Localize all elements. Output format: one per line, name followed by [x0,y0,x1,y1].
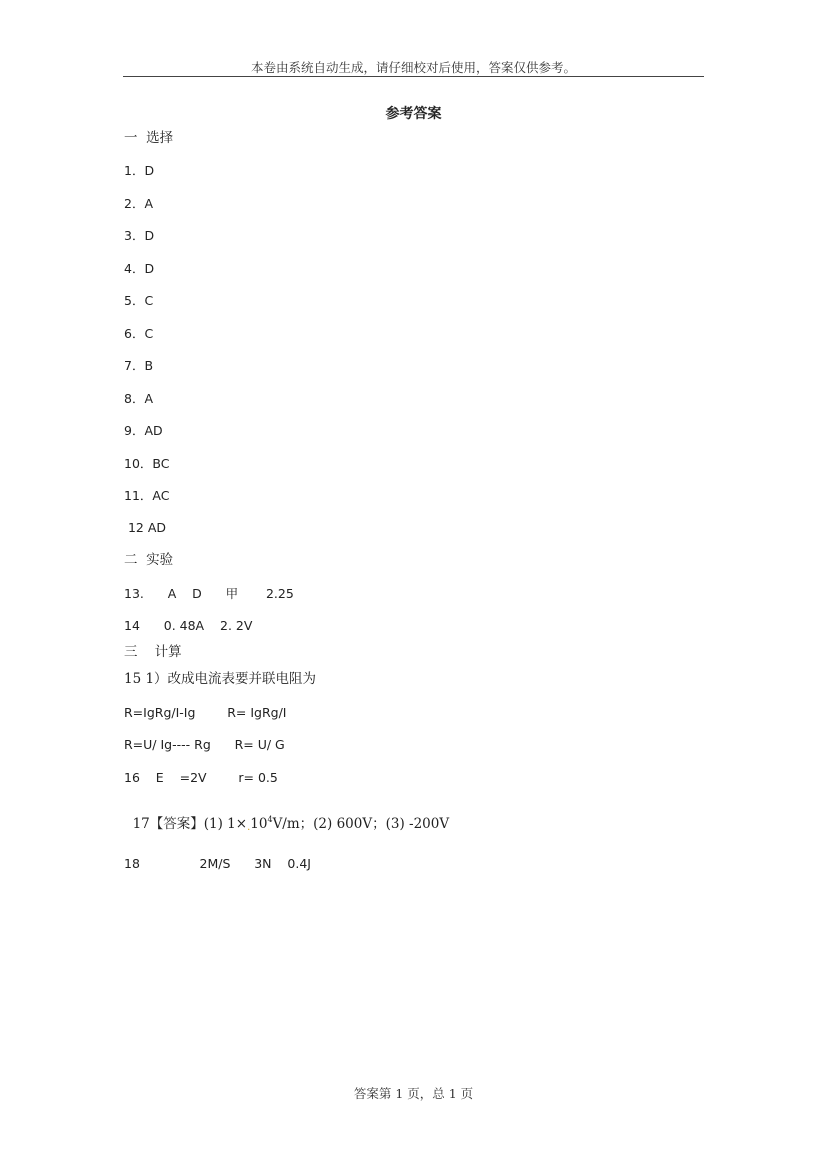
answer-17 [124,796,449,836]
answer-7: 7．B [124,358,154,373]
answer-15-formula-1: R=IgRg/I-Ig R= IgRg/I [124,705,287,720]
header-divider [123,76,704,77]
answer-17-exponent: 4 [267,815,273,824]
section-calc: 三 计算 [124,644,182,660]
answer-15-formula-2: R=U/ Ig---- Rg R= U/ G [124,737,285,752]
page-footer: 答案第 1 页，总 1 页 [353,1086,474,1101]
answer-18: 18 2M/S 3N 0.4J [124,856,311,871]
answer-2: 2．A [124,196,154,211]
answer-10: 10．BC [124,456,170,471]
answer-6: 6．C [124,326,154,341]
section-choice: 一 选择 [124,130,174,146]
mark-dot: . [247,822,251,833]
answer-17-base: 10 [250,816,268,832]
answer-3: 3．D [124,228,155,243]
answer-17-prefix: 17【答案】(1) 1× [132,816,248,832]
answer-15: 15 1）改成电流表要并联电阻为 [124,671,317,687]
answer-12: 12 AD [124,520,167,535]
answer-16: 16 E =2V r= 0.5 [124,770,278,785]
answer-13: 13. A D 甲 2.25 [124,586,294,601]
answer-1: 1．D [124,163,155,178]
page-title: 参考答案 [385,106,442,122]
answer-11: 11．AC [124,488,170,503]
answer-5: 5．C [124,293,154,308]
answer-4: 4．D [124,261,155,276]
header-note: 本卷由系统自动生成，请仔细校对后使用，答案仅供参考。 [250,60,576,75]
answer-17-suffix: V/m；(2) 600V；(3) -200V [272,816,450,832]
section-experiment: 二 实验 [124,552,174,568]
answer-9: 9．AD [124,423,163,438]
answer-14: 14 0. 48A 2. 2V [124,618,253,633]
answer-8: 8．A [124,391,154,406]
